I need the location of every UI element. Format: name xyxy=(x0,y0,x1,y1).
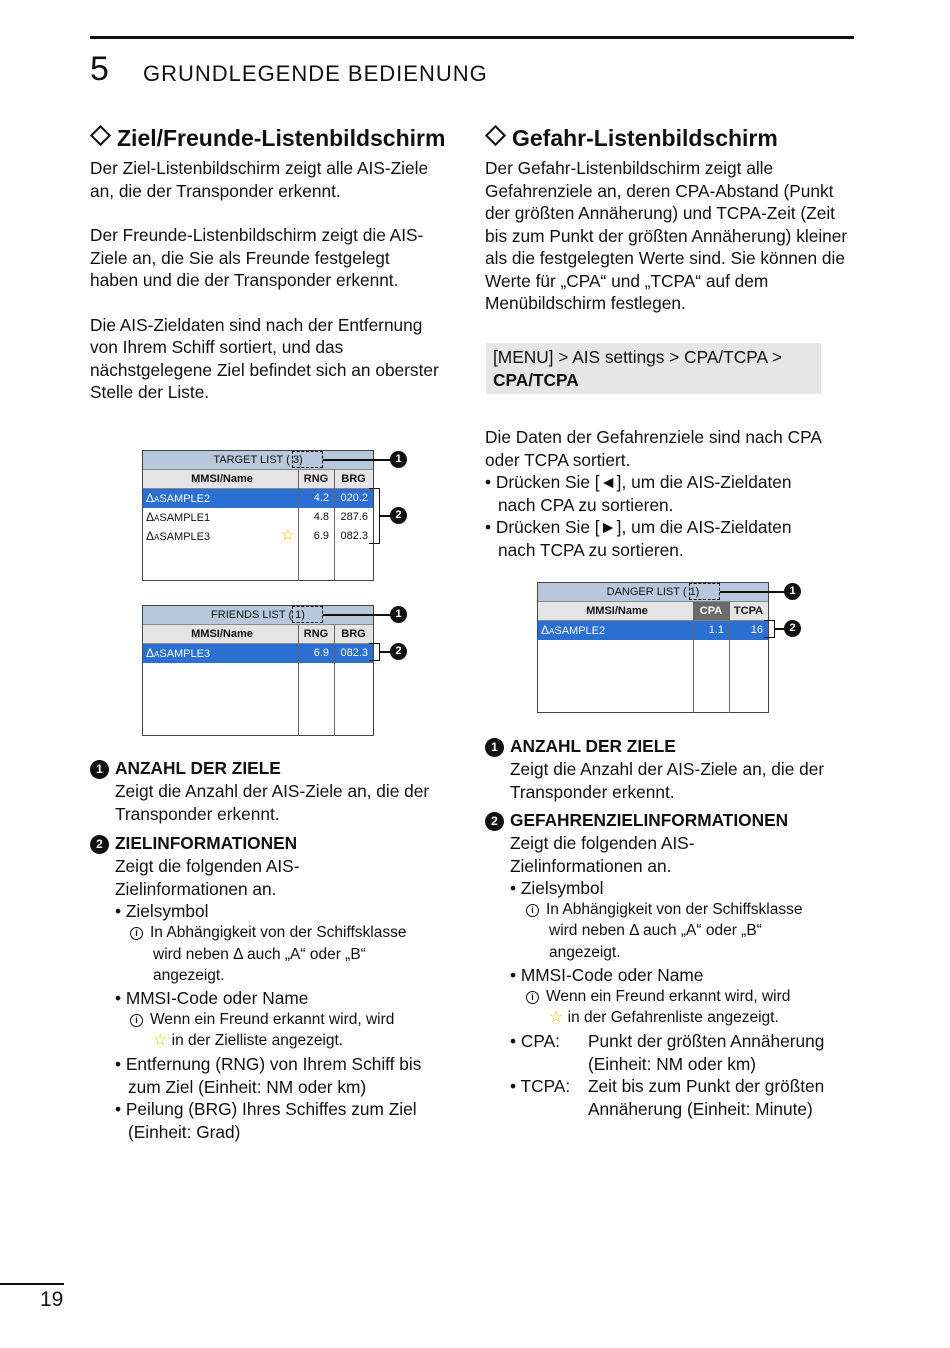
target-symbol-icon: Δ xyxy=(146,491,155,505)
callout-bracket xyxy=(369,488,380,544)
target-symbol-icon: Δ xyxy=(233,946,243,963)
target-symbol-icon: Δ xyxy=(541,623,550,637)
bullet: • Zielsymbol xyxy=(115,901,209,921)
right-item1-text: Zeigt die Anzahl der AIS-Ziele an, die der Transponder erkennt. xyxy=(510,759,825,802)
callout-1-icon: 1 xyxy=(784,583,801,600)
diamond-icon xyxy=(485,125,506,146)
info-icon: i xyxy=(526,991,539,1004)
danger-list-screen xyxy=(537,582,769,713)
callout-line xyxy=(323,459,391,461)
left-item1-text: Zeigt die Anzahl der AIS-Ziele an, die der Transponder erkennt. xyxy=(115,781,430,824)
callout-1-icon: 1 xyxy=(390,451,407,468)
cpa-desc: (Einheit: NM oder km) xyxy=(588,1054,757,1074)
callout-2-icon: 2 xyxy=(784,620,801,637)
count-highlight xyxy=(292,451,323,468)
target-symbol-icon: Δ xyxy=(146,529,155,543)
note: i Wenn ein Freund erkannt wird, wird xyxy=(526,986,790,1008)
callout-2-icon: 2 xyxy=(90,835,109,854)
screen-header: TARGET LIST ( 3) xyxy=(143,451,373,470)
info-icon: i xyxy=(526,904,539,917)
col-rng: RNG xyxy=(303,473,329,485)
star-icon: ☆ xyxy=(153,1032,168,1049)
chapter-title: GRUNDLEGENDE BEDIENUNG xyxy=(143,61,488,86)
right-paragraph: Der Gefahr-Listenbildschirm zeigt alle Gefahrenziele an, deren CPA-Abstand (Punkt der größten Annäherung) und TCPA-Zeit (Zeit bis zum Punkt der größten Annäherung) kleiner als die festgelegten Werte sind. Sie können die Werte für „CPA“ und „TCPA“ auf dem Menübildschirm festlegen. xyxy=(485,158,848,313)
page-number: 19 xyxy=(40,1288,64,1311)
tcpa-desc: Zeit bis zum Punkt der größten xyxy=(588,1076,825,1096)
header-rule xyxy=(90,36,854,39)
footer-rule xyxy=(0,1283,64,1285)
callout-1-icon: 1 xyxy=(390,606,407,623)
paragraph: Der Ziel-Listenbildschirm zeigt alle AIS-Ziele an, die der Transponder erkennt. xyxy=(90,158,429,201)
cpa-label: • CPA: xyxy=(510,1031,560,1051)
callout-2-icon: 2 xyxy=(485,812,504,831)
tcpa-label: • TCPA: xyxy=(510,1076,571,1096)
paragraph: Der Freunde-Listenbildschirm zeigt die AIS-Ziele an, die Sie als Freunde festgelegt haben und die der Transponder erkennt. xyxy=(90,225,424,290)
note: ☆ in der Zielliste angezeigt. xyxy=(153,1032,344,1049)
note: wird neben Δ auch „A“ oder „B“ xyxy=(549,922,762,939)
left-paragraphs xyxy=(90,157,442,404)
note: i In Abhängigkeit von der Schiffsklasse xyxy=(526,899,802,921)
divider xyxy=(334,624,335,736)
note: ☆ in der Gefahrenliste angezeigt. xyxy=(549,1009,779,1026)
table-row[interactable]: ΔASAMPLE3 ☆ 6.9 082.3 xyxy=(146,527,368,544)
col-mmsi: MMSI/Name xyxy=(191,473,253,485)
divider xyxy=(693,601,694,713)
count-highlight xyxy=(292,606,323,623)
col-brg: BRG xyxy=(341,473,366,485)
star-icon: ☆ xyxy=(280,527,295,544)
note: angezeigt. xyxy=(549,944,621,961)
star-icon: ☆ xyxy=(549,1009,564,1026)
column-headers xyxy=(143,625,373,644)
cpa-desc: Punkt der größten Annäherung xyxy=(588,1031,825,1051)
bullet: • Peilung (BRG) Ihres Schiffes zum Ziel xyxy=(115,1099,417,1119)
right-paragraph: Die Daten der Gefahrenziele sind nach CPA oder TCPA sortiert. xyxy=(485,427,821,470)
callout-bracket xyxy=(764,620,775,638)
screen-header: DANGER LIST ( 1) xyxy=(538,583,768,602)
menu-path-box xyxy=(486,343,821,394)
right-item2-text: Zeigt die folgenden AIS-Zielinformationen an. xyxy=(510,833,695,876)
info-icon: i xyxy=(130,927,143,940)
note: i In Abhängigkeit von der Schiffsklasse xyxy=(130,922,406,944)
callout-line xyxy=(323,614,391,616)
bullet: • Entfernung (RNG) von Ihrem Schiff bis xyxy=(115,1054,422,1074)
col-mmsi: MMSI/Name xyxy=(191,628,253,640)
tcpa-desc: Annäherung (Einheit: Minute) xyxy=(588,1099,813,1119)
menu-item: CPA/TCPA xyxy=(493,369,579,390)
callout-line xyxy=(720,591,785,593)
right-section-title: Gefahr-Listenbildschirm xyxy=(485,124,778,152)
left-item2-text: Zeigt die folgenden AIS-Zielinformationen an. xyxy=(115,856,300,899)
bullet: • Drücken Sie [◄], um die AIS-Zieldaten xyxy=(485,472,792,492)
col-tcpa: TCPA xyxy=(733,605,764,617)
target-symbol-icon: Δ xyxy=(146,510,155,524)
left-section-title: Ziel/Freunde-Listenbildschirm xyxy=(90,124,445,152)
bullet-cont: nach TCPA zu sortieren. xyxy=(498,540,684,560)
column-headers xyxy=(143,470,373,489)
left-item2-title: 2 ZIELINFORMATIONEN xyxy=(90,832,297,855)
friends-list-screen xyxy=(142,605,374,736)
col-rng: RNG xyxy=(303,628,329,640)
bullet: • Drücken Sie [►], um die AIS-Zieldaten xyxy=(485,517,792,537)
callout-1-icon: 1 xyxy=(485,738,504,757)
right-item1-title: 1 ANZAHL DER ZIELE xyxy=(485,735,676,758)
paragraph: Die AIS-Zieldaten sind nach der Entfernung von Ihrem Schiff sortiert, und das nächstgelegene Ziel befindet sich an oberster Stelle der Liste. xyxy=(90,314,439,402)
table-row[interactable]: ΔASAMPLE2 1.1 16 xyxy=(538,621,768,640)
bullet-cont: nach CPA zu sortieren. xyxy=(498,495,674,515)
diamond-icon xyxy=(90,125,111,146)
screen-header: FRIENDS LIST ( 1) xyxy=(143,606,373,625)
target-symbol-icon: Δ xyxy=(629,922,639,939)
bullet: • MMSI-Code oder Name xyxy=(115,988,309,1008)
bullet: • Zielsymbol xyxy=(510,878,604,898)
bullet-cont: (Einheit: Grad) xyxy=(128,1122,241,1142)
note: wird neben Δ auch „A“ oder „B“ xyxy=(153,946,366,963)
table-row[interactable]: ΔASAMPLE2 4.2 020.2 xyxy=(143,489,373,508)
target-list-screen xyxy=(142,450,374,581)
divider xyxy=(334,469,335,581)
target-symbol-icon: Δ xyxy=(146,646,155,660)
callout-2-icon: 2 xyxy=(390,643,407,660)
callout-bracket xyxy=(369,643,380,661)
col-mmsi: MMSI/Name xyxy=(586,605,648,617)
col-cpa: CPA xyxy=(693,602,729,620)
divider xyxy=(298,469,299,581)
right-item2-title: 2 GEFAHRENZIELINFORMATIONEN xyxy=(485,809,788,832)
menu-path: [MENU] > AIS settings > CPA/TCPA > xyxy=(493,347,782,367)
bullet: • MMSI-Code oder Name xyxy=(510,965,704,985)
note: angezeigt. xyxy=(153,967,225,984)
count-highlight xyxy=(689,583,720,600)
divider xyxy=(298,624,299,736)
left-item1-title: 1 ANZAHL DER ZIELE xyxy=(90,757,281,780)
table-row[interactable]: ΔASAMPLE1 4.8 287.6 xyxy=(146,510,368,524)
col-brg: BRG xyxy=(341,628,366,640)
chapter-number: 5 xyxy=(90,50,109,88)
bullet-cont: zum Ziel (Einheit: NM oder km) xyxy=(128,1077,367,1097)
callout-2-icon: 2 xyxy=(390,507,407,524)
note: i Wenn ein Freund erkannt wird, wird xyxy=(130,1009,394,1031)
callout-1-icon: 1 xyxy=(90,760,109,779)
column-headers xyxy=(538,602,768,621)
table-row[interactable]: ΔASAMPLE3 6.9 082.3 xyxy=(143,644,373,663)
divider xyxy=(729,601,730,713)
info-icon: i xyxy=(130,1014,143,1027)
